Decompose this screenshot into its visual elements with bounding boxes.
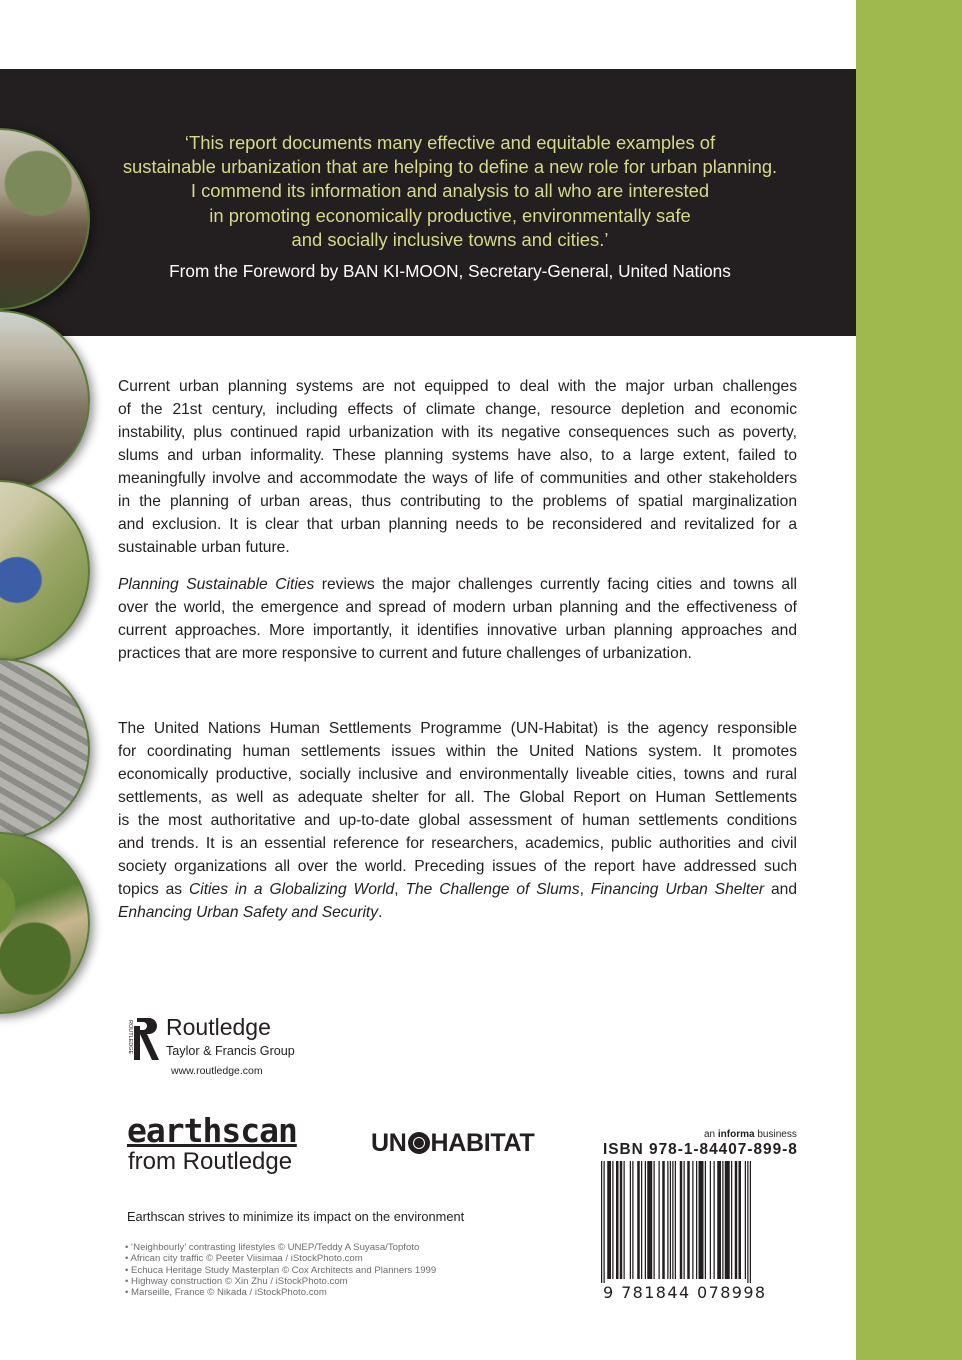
text-line: and exclusion. It is clear that urban planning needs to be reconsidered and revitalized for a (118, 516, 797, 533)
barcode-bar (739, 1161, 742, 1279)
barcode-bar (731, 1161, 732, 1279)
report-title: Enhancing Urban Safety and Security (118, 904, 379, 921)
barcode-bar (632, 1161, 633, 1279)
barcode-bar (745, 1161, 746, 1279)
text-fragment: , (579, 881, 591, 898)
barcode-bar (710, 1161, 711, 1279)
text-fragment: reviews the major challenges currently facing cities and towns all (314, 576, 798, 593)
credit-line: • ‘Neighbourly’ contrasting lifestyles © UNEP/Teddy A Suyasa/Topfoto (125, 1242, 420, 1253)
barcode-bar (696, 1161, 697, 1279)
barcode-bar (616, 1161, 619, 1279)
informa-suffix: business (754, 1129, 797, 1140)
text-line: economically productive, socially inclusive and environmentally liveable cities, towns and rural (118, 766, 797, 783)
barcode-bar (641, 1161, 642, 1279)
text-line: meaningfully involve and accommodate the ways of life of communities and other stakeholders (118, 470, 797, 487)
isbn-barcode (601, 1161, 787, 1283)
credit-line: • African city traffic © Peeter Viisimaa / iStockPhoto.com (125, 1253, 363, 1265)
text-line: settlements, as well as adequate shelter for all. The Global Report on Human Settlements (118, 789, 797, 806)
un-habitat-logo (371, 1129, 534, 1158)
description-paragraph-2 (118, 573, 797, 665)
informa-prefix: an (704, 1129, 718, 1140)
book-title: Planning Sustainable Cities (118, 576, 315, 593)
text-fragment: , (394, 881, 406, 898)
report-title: Cities in a Globalizing World (189, 881, 395, 898)
publisher-group: Taylor & Francis Group (166, 1044, 295, 1058)
barcode-bar (654, 1161, 655, 1279)
isbn-label: ISBN 978-1-84407-899-8 (603, 1141, 798, 1158)
text-line (118, 878, 797, 901)
earthscan-logo: earthscan (127, 1111, 297, 1150)
text-line: current approaches. More importantly, it identifies innovative urban planning approaches and (118, 622, 797, 639)
barcode-digits: 9 781844 078998 (603, 1283, 767, 1302)
barcode-bar (714, 1161, 715, 1279)
informa-word: informa (717, 1129, 755, 1140)
quote-attribution: From the Foreword by BAN KI-MOON, Secretary-General, United Nations (169, 261, 731, 281)
text-line: The United Nations Human Settlements Programme (UN-Habitat) is the agency responsible (118, 720, 797, 737)
text-line: Current urban planning systems are not equipped to deal with the major urban challenges (118, 378, 797, 395)
barcode-bar (630, 1161, 631, 1279)
text-line: society organizations all over the world. Preceding issues of the report have addressed such (118, 858, 797, 875)
barcode-bar (620, 1161, 623, 1279)
text-line: in the planning of urban areas, thus contributing to the problems of spatial marginalization (118, 493, 797, 510)
barcode-bar (647, 1161, 652, 1279)
barcode-bar (717, 1161, 721, 1279)
routledge-logo-icon (127, 1016, 161, 1062)
barcode-bar (687, 1161, 690, 1279)
barcode-bar (725, 1161, 730, 1279)
report-title: Financing Urban Shelter (590, 881, 765, 898)
un-habitat-left: UN (371, 1129, 407, 1157)
barcode-bar (699, 1161, 704, 1279)
report-title: The Challenge of Slums (405, 881, 580, 898)
routledge-mark-text: ROUTLEDGE (127, 1020, 133, 1055)
barcode-bar (662, 1161, 665, 1279)
earthscan-subtitle: from Routledge (128, 1148, 293, 1175)
description-paragraph-1 (118, 375, 797, 559)
text-line: over the world, the emergence and spread of modern urban planning and the effectiveness of (118, 599, 797, 616)
text-line (118, 901, 797, 924)
text-line: is the most authoritative and up-to-date global assessment of human settlements conditions (118, 812, 797, 829)
quote-line: sustainable urbanization that are helping to define a new role for urban planning. (122, 156, 778, 178)
barcode-bar (672, 1161, 673, 1279)
text-fragment: topics as (118, 881, 189, 898)
barcode-bar (645, 1161, 646, 1279)
un-emblem-icon (408, 1132, 430, 1154)
quote-line: and socially inclusive towns and cities.’ (291, 228, 609, 250)
barcode-bar (692, 1161, 693, 1279)
photo-credits (125, 1242, 436, 1298)
text-line: for coordinating human settlements issues within the United Nations system. It promotes (118, 743, 797, 760)
quote-line: I commend its information and analysis to all who are interested (190, 180, 710, 202)
barcode-bar (675, 1161, 676, 1279)
quote-line: ‘This report documents many effective and equitable examples of (184, 132, 716, 153)
barcode-bar (722, 1161, 723, 1279)
city-traffic-photo (0, 310, 90, 492)
quote-line: in promoting economically productive, environmentally safe (209, 204, 691, 226)
text-line: and trends. It is an essential reference for researchers, academics, public authorities and civil (118, 835, 797, 852)
barcode-bar (747, 1161, 748, 1283)
barcode-bar (604, 1161, 605, 1283)
masterplan-photo (0, 480, 90, 662)
barcode-bar (670, 1161, 671, 1279)
un-habitat-right: HABITAT (430, 1129, 535, 1157)
marseille-aerial-photo (0, 832, 90, 1014)
barcode-bar (659, 1161, 660, 1279)
un-habitat-paragraph (118, 717, 797, 924)
barcode-bar (607, 1161, 611, 1279)
barcode-bar (601, 1161, 602, 1283)
informa-business (704, 1129, 797, 1140)
text-fragment: and (764, 881, 798, 898)
green-side-strip (856, 0, 962, 1360)
environment-statement: Earthscan strives to minimize its impact on the environment (127, 1209, 465, 1224)
text-line: of the 21st century, including effects of climate change, resource depletion and economic (118, 401, 797, 418)
foreword-quote (100, 131, 800, 252)
barcode-bar (680, 1161, 683, 1279)
text-line: slums and urban informality. These planning systems have also, to a large extent, failed to (118, 447, 797, 464)
barcode-bar (750, 1161, 751, 1283)
credit-line: • Echuca Heritage Study Masterplan © Cox Architects and Planners 1999 (125, 1264, 437, 1276)
barcode-bar (684, 1161, 685, 1279)
credit-line: • Marseille, France © Nikada / iStockPhoto.com (125, 1287, 327, 1299)
barcode-bar (624, 1161, 625, 1279)
barcode-bar (735, 1161, 738, 1279)
publisher-name: Routledge (166, 1014, 271, 1040)
credit-line: • Highway construction © Xin Zhu / iStockPhoto.com (125, 1275, 348, 1287)
text-line: sustainable urban future. (118, 539, 290, 556)
text-line (118, 573, 797, 596)
highway-construction-photo (0, 658, 90, 840)
barcode-bar (612, 1161, 613, 1279)
barcode-bar (637, 1161, 640, 1279)
text-line: practices that are more responsive to current and future challenges of urbanization. (118, 645, 692, 662)
text-line: instability, plus continued rapid urbanization with its negative consequences such as poverty, (118, 424, 797, 441)
publisher-url: www.routledge.com (171, 1065, 263, 1077)
barcode-bar (705, 1161, 706, 1279)
text-fragment: . (378, 904, 383, 921)
barcode-bar (667, 1161, 668, 1279)
